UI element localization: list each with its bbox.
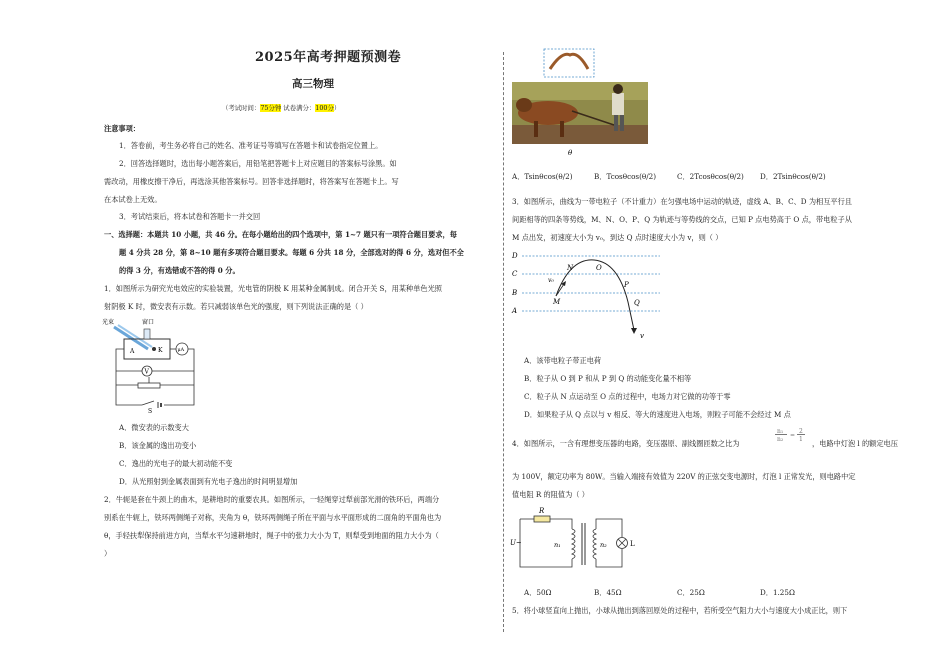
fig-label: n₂ <box>600 541 607 549</box>
q1-option-a: A．微安表的示数变大 <box>119 423 189 432</box>
q4-stem-line1 <box>512 439 739 448</box>
q3-option-a: A．该带电粒子带正电荷 <box>524 356 602 365</box>
fig-label: Q <box>634 299 640 307</box>
q1-option-b: B．该金属的逸出功变小 <box>119 441 197 450</box>
section1-line: 一、选择题：本题共 10 小题，共 46 分。在每小题给出的四个选项中，第 1~7 题只有一项符合题目要求，每 <box>104 230 457 239</box>
fig-label: K <box>158 347 163 354</box>
q3-option-b: B．粒子从 O 到 P 和从 P 到 Q 的动能变化量不相等 <box>524 374 692 383</box>
fig-label: L <box>630 540 635 548</box>
ratio-n2: n₂ <box>777 436 784 443</box>
fig-label: 光束 <box>102 319 115 326</box>
fig-label: U~ <box>510 539 522 547</box>
fig-label: A <box>130 348 135 355</box>
ratio-bar <box>797 434 805 435</box>
q4-stem-line2: 为 100V，额定功率为 80W。当输入端接有效值为 220V 的正弦交变电源时，灯泡 l 正常发光，则电路中定 <box>512 472 856 481</box>
q3-option-d: D．如果粒子从 Q 点以与 v 相反、等大的速度进入电场，则粒子可能不会经过 M 点 <box>524 410 791 419</box>
q2-stem-line: ） <box>104 549 112 558</box>
note-line: 需改动，用橡皮擦干净后，再选涂其他答案标号。回答非选择题时，将答案写在答题卡上。写 <box>104 177 399 186</box>
q2-option-c: C．2Tcosθcos(θ/2) <box>677 172 744 181</box>
fig-label: D <box>512 252 518 260</box>
q4-option-a: A．50Ω <box>524 588 552 597</box>
fig-label: v <box>640 332 644 340</box>
q3-stem-line: 间距相等的四条等势线，M、N、O、P、Q 为轨迹与等势线的交点，已知 P 点电势高于 O 点，带电粒子从 <box>512 215 852 224</box>
q3-stem-line: 3．如图所示，曲线为一带电粒子（不计重力）在匀强电场中运动的轨迹，虚线 A、B、C、D 为相互平行且 <box>512 197 852 206</box>
fig-label: A <box>512 307 518 315</box>
q5-stem-line: 5．将小球竖直向上抛出，小球从抛出到落回原处的过程中，若所受空气阻力大小与速度大小成正比，则下 <box>512 606 848 615</box>
section1-line: 的得 3 分，有选错或不答的得 0 分。 <box>119 266 240 275</box>
q2-option-b: B．Tcosθcos(θ/2) <box>594 172 657 181</box>
fig-label: R <box>539 507 545 515</box>
section1-line: 题 4 分共 28 分，第 8~10 题有多项符合题目要求。每题 6 分共 18 分，全部选对的得 6 分，选对但不全 <box>119 248 464 257</box>
q2-option-a: A．Tsinθcos(θ/2) <box>512 172 573 181</box>
q2-ox-plough-figure <box>510 47 650 159</box>
notes-heading: 注意事项： <box>104 124 140 133</box>
fig-label: N <box>567 264 574 272</box>
fig-label: C <box>512 270 518 278</box>
paper-subject: 高三物理 <box>292 78 334 90</box>
q1-photoelectric-figure <box>102 315 202 413</box>
q2-stem-line: 2．牛轭是套在牛颈上的曲木，是耕地时的重要农具。如图所示，一轻绳穿过犁前部光滑的铁环后，两端分 <box>104 495 440 504</box>
fig-label: v₀ <box>548 277 554 284</box>
ratio-2: 2 <box>799 428 803 435</box>
exam-time: 75分钟 <box>260 104 282 112</box>
q2-stem-line: 别系在牛轭上，铁环两侧绳子对称，夹角为 θ，铁环两侧绳子所在平面与水平面形成的二面角的平面角也为 <box>104 513 442 522</box>
ratio-n1: n₁ <box>777 428 784 435</box>
q1-option-d: D．从光照射到金属表面到有光电子逸出的时间明显增加 <box>119 477 298 486</box>
fig-label: 窗口 <box>142 319 155 326</box>
fig-label: n₁ <box>554 541 561 549</box>
q4-stem-post: ，电路中灯泡 l 的额定电压 <box>812 439 898 448</box>
fig-label: V <box>144 368 149 376</box>
fig-label: O <box>596 264 602 272</box>
full-score: 100分 <box>315 104 334 112</box>
fig-label: S <box>148 408 153 413</box>
q3-trajectory-figure <box>510 246 662 342</box>
ratio-1: 1 <box>799 436 803 443</box>
q4-option-c: C．25Ω <box>677 588 705 597</box>
turns-ratio <box>775 428 809 452</box>
q1-stem-line: 1．如图所示为研究光电效应的实验装置，光电管的阴极 K 用某种金属制成。闭合开关 S，用某种单色光照 <box>104 284 442 293</box>
note-line: 在本试卷上无效。 <box>104 195 162 204</box>
q4-stem-pre: 4．如图所示，一含有理想变压器的电路，变压器原、副线圈匝数之比为 <box>512 439 740 448</box>
note-line: 2．回答选择题时，选出每小题答案后，用铅笔把答题卡上对应题目的答案标号涂黑。如 <box>119 159 397 168</box>
q4-transformer-figure <box>510 503 640 575</box>
note-line: 1．答卷前，考生务必将自己的姓名、准考证号等填写在答题卡和试卷指定位置上。 <box>119 141 383 150</box>
q2-option-d: D．2Tsinθcos(θ/2) <box>760 172 826 181</box>
note-line: 3．考试结束后，将本试卷和答题卡一并交回 <box>119 212 261 221</box>
q1-stem-line: 射阴极 K 时，微安表有示数。若只减弱该单色光的强度，则下列说法正确的是（ ） <box>104 302 368 311</box>
q4-option-b: B．45Ω <box>594 588 622 597</box>
q4-option-d: D．1.25Ω <box>760 588 795 597</box>
exam-info-prefix: （考试时间： <box>222 104 261 112</box>
q1-option-c: C．逸出的光电子的最大初动能不变 <box>119 459 233 468</box>
fig-label: θ <box>568 149 573 157</box>
q4-stem-line3: 值电阻 R 的阻值为（ ） <box>512 490 589 499</box>
fig-label: μA <box>177 348 185 353</box>
q2-stem-line: θ，手轻扶犁保持前进方向，当犁水平匀速耕地时，绳子中的张力大小为 T，则犁受到地面的阻力大小为（ <box>104 531 439 540</box>
fig-label: B <box>512 289 518 297</box>
exam-info <box>222 104 340 113</box>
column-divider <box>503 52 504 632</box>
paper-title: 2025年高考押题预测卷 <box>255 50 402 65</box>
exam-info-mid: 试卷满分： <box>281 104 316 112</box>
exam-info-suffix: ） <box>333 104 341 112</box>
fig-label: M <box>553 298 561 306</box>
q3-option-c: C．粒子从 N 点运动至 O 点的过程中，电场力对它做的功等于零 <box>524 392 731 401</box>
ratio-eq: = <box>790 432 796 439</box>
q3-stem-line: M 点出发，初速度大小为 v₀，到达 Q 点时速度大小为 v，则（ ） <box>512 233 723 242</box>
fig-label: P <box>624 281 629 289</box>
ratio-bar <box>775 434 787 435</box>
